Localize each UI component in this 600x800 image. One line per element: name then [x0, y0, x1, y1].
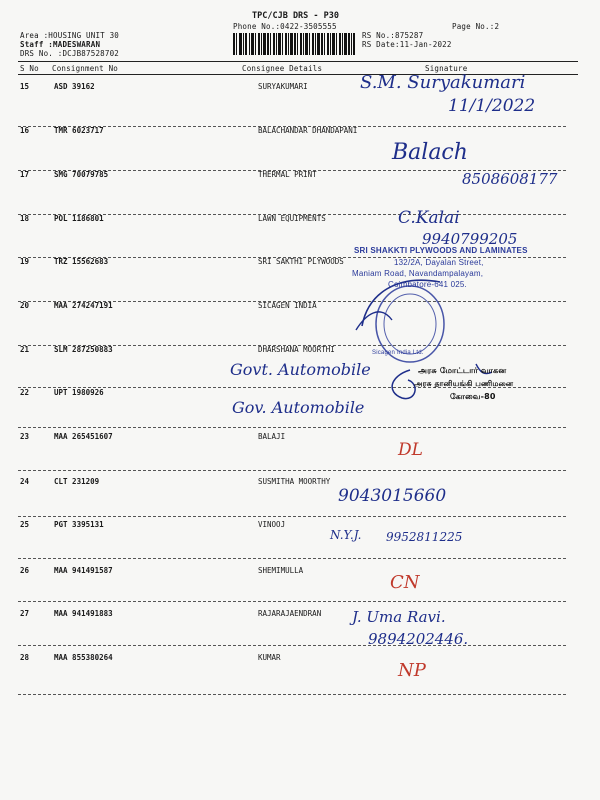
- row-consignment: TRZ 15562683: [54, 257, 109, 266]
- row-sno: 23: [20, 432, 30, 441]
- col-signature: Signature: [425, 64, 468, 73]
- row-consignee: DHARSHANA MOORTHI: [258, 345, 335, 354]
- rs-number: RS No.:875287: [362, 31, 424, 40]
- phone-r25: 9952811225: [386, 530, 463, 544]
- row-consignee: LAWN EQUIPMENTS: [258, 214, 326, 223]
- rs-date: RS Date:11-Jan-2022: [362, 40, 452, 49]
- row-consignee: KUMAR: [258, 653, 281, 662]
- signature-r25: N.Y.J.: [330, 528, 362, 542]
- row-sno: 27: [20, 609, 30, 618]
- stamp-address-1: 132/2A, Dayalan Street,: [394, 258, 484, 267]
- note-r22: Gov. Automobile: [232, 398, 365, 417]
- tamil-stamp-line3: கோவை-80: [450, 392, 496, 401]
- row-sno: 18: [20, 214, 30, 223]
- row-consignment: SMG 70079785: [54, 170, 109, 179]
- row-divider: [18, 516, 566, 517]
- row-sno: 26: [20, 566, 30, 575]
- drs-number: DRS No. :DCJB87528702: [20, 49, 120, 58]
- table-row: [0, 566, 600, 610]
- row-divider: [18, 645, 566, 646]
- row-consignment: SLM 287250883: [54, 345, 113, 354]
- row-sno: 25: [20, 520, 30, 529]
- row-divider: [18, 601, 566, 602]
- row-divider: [18, 558, 566, 559]
- table-row: [0, 653, 600, 697]
- row-consignment: UPT 1980926: [54, 388, 104, 397]
- row-consignment: POL 1186801: [54, 214, 104, 223]
- row-divider: [18, 694, 566, 695]
- row-consignment: MAA 855380264: [54, 653, 113, 662]
- stamp-company-name: SRI SHAKKTI PLYWOODS AND LAMINATES: [354, 246, 528, 255]
- row-consignment: MAA 265451607: [54, 432, 113, 441]
- row-sno: 20: [20, 301, 30, 310]
- row-consignment: MAA 941491587: [54, 566, 113, 575]
- header-rule-top: [18, 61, 578, 62]
- col-consignee: Consignee Details: [242, 64, 323, 73]
- row-sno: 16: [20, 126, 30, 135]
- table-row: [0, 126, 600, 170]
- row-sno: 24: [20, 477, 30, 486]
- stamp-address-3: Coimbatore-641 025.: [388, 280, 467, 289]
- row-consignment: ASD 39162: [54, 82, 95, 91]
- signature-r16: Balach: [392, 140, 468, 165]
- row-sno: 22: [20, 388, 30, 397]
- staff-label: Staff :MADESWARAN: [20, 40, 101, 49]
- signature-r15: S.M. Suryakumari: [360, 72, 526, 93]
- row-consignee: SICAGEN INDIA: [258, 301, 317, 310]
- row-consignee: SRI SAKTHI PLYWOODS: [258, 257, 344, 266]
- row-consignment: PGT 3395131: [54, 520, 104, 529]
- barcode: [232, 33, 356, 55]
- stamp-seal-text: Sicagen India Ltd.: [372, 350, 424, 356]
- phone-r24: 9043015660: [338, 486, 447, 506]
- tamil-stamp-line1: அரசு மோட்டார் வாகன: [418, 366, 507, 375]
- col-sno: S No: [20, 64, 39, 73]
- row-consignee: BALACHANDAR DHANDAPANI: [258, 126, 358, 135]
- date-r15: 11/1/2022: [448, 96, 536, 116]
- row-sno: 21: [20, 345, 30, 354]
- phone-r27: 9894202446.: [368, 630, 469, 648]
- row-divider: [18, 427, 566, 428]
- table-row: [0, 477, 600, 521]
- page-number: Page No.:2: [452, 22, 500, 31]
- row-sno: 19: [20, 257, 30, 266]
- row-sno: 28: [20, 653, 30, 662]
- mark-r23: DL: [398, 440, 423, 460]
- row-consignment: MAA 274247191: [54, 301, 113, 310]
- row-sno: 15: [20, 82, 30, 91]
- signature-r18: C.Kalai: [398, 208, 460, 228]
- signature-r27: J. Uma Ravi.: [352, 608, 446, 626]
- mark-r28: NP: [398, 660, 426, 681]
- phone-r16: 8508608177: [462, 170, 558, 188]
- row-consignment: MAA 941491883: [54, 609, 113, 618]
- row-consignee: SUSMITHA MOORTHY: [258, 477, 331, 486]
- table-row: [0, 609, 600, 653]
- row-consignee: VINOOJ: [258, 520, 286, 529]
- row-sno: 17: [20, 170, 30, 179]
- stamp-address-2: Maniam Road, Navandampalayam,: [352, 269, 484, 278]
- row-consignee: RAJARAJAENDRAN: [258, 609, 322, 618]
- row-consignee: BALAJI: [258, 432, 286, 441]
- mark-r26: CN: [390, 572, 420, 593]
- row-consignee: SURYAKUMARI: [258, 82, 308, 91]
- row-consignee: THERMAL PRINT: [258, 170, 317, 179]
- tamil-office-stamp: [380, 362, 530, 422]
- phone-number: Phone No.:0422-3505555: [233, 22, 337, 31]
- tamil-stamp-line2: அரசு தானியங்கி பணிமனை: [414, 379, 514, 388]
- drs-title: TPC/CJB DRS - P30: [252, 11, 339, 21]
- phone-r18: 9940799205: [422, 230, 518, 248]
- row-consignment: TMR 6023717: [54, 126, 104, 135]
- note-r21: Govt. Automobile: [230, 360, 371, 379]
- col-consignment: Consignment No: [52, 64, 119, 73]
- row-consignment: CLT 231209: [54, 477, 100, 486]
- area-label: Area :HOUSING UNIT 30: [20, 31, 120, 40]
- row-divider: [18, 470, 566, 471]
- company-rubber-stamp: [348, 234, 528, 364]
- row-consignee: SHEMIMULLA: [258, 566, 304, 575]
